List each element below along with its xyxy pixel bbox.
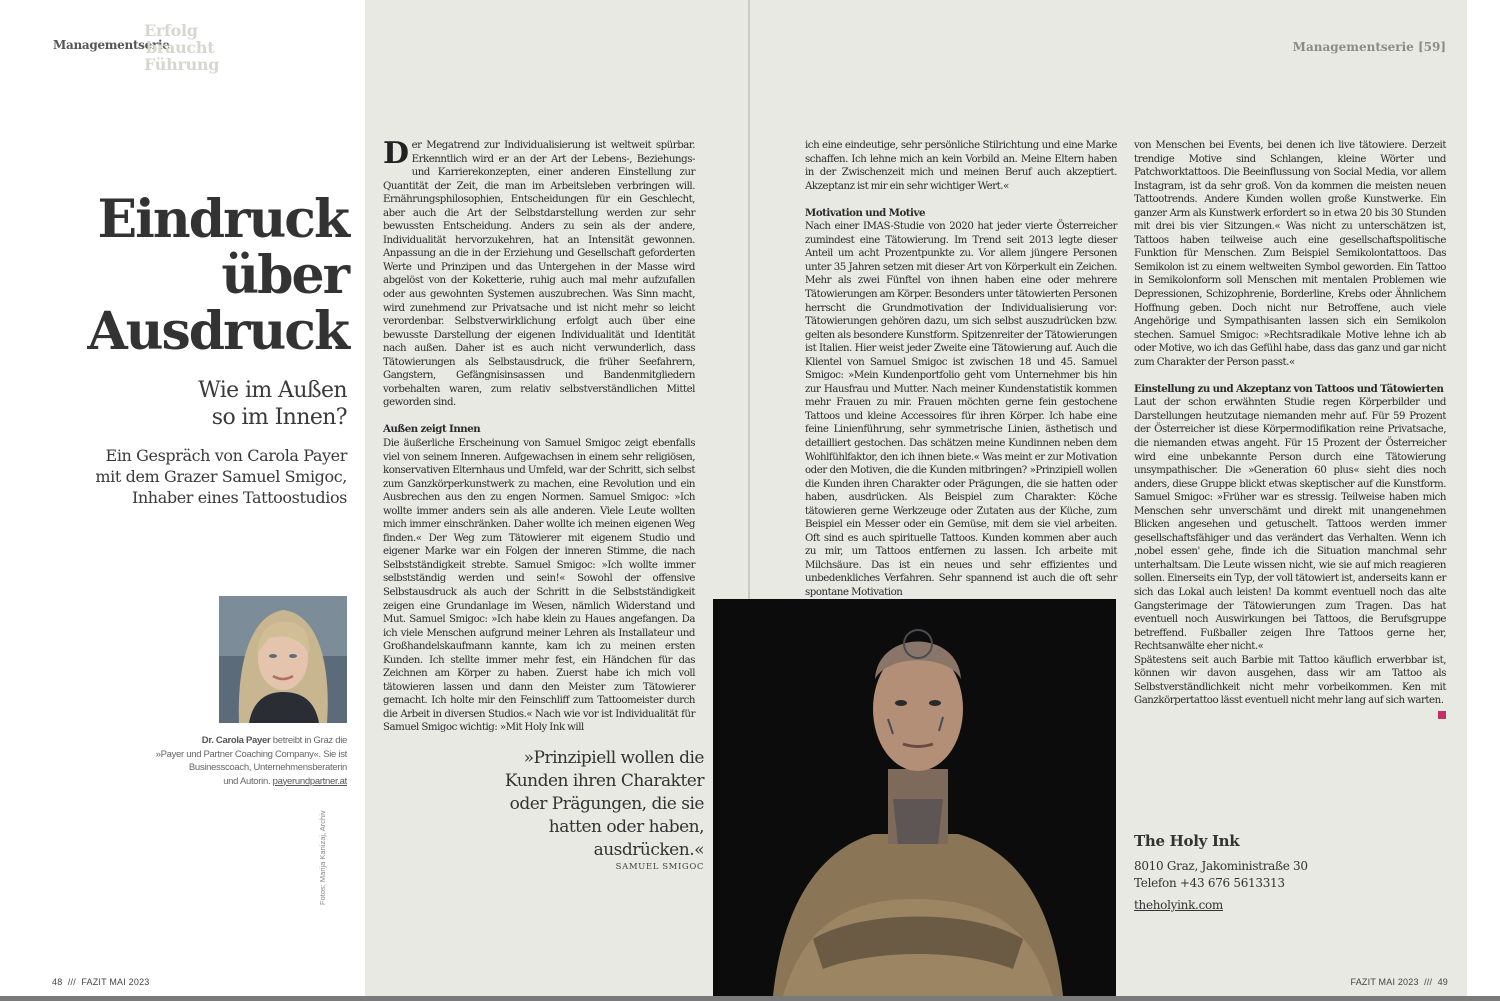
author-caption-text: und Autorin. (223, 775, 273, 787)
title-line: über (221, 245, 348, 306)
subtitle-line: Wie im Außen (198, 378, 347, 403)
drop-cap: D (383, 136, 409, 171)
pull-quote-line: »Prinzipiell wollen die (523, 748, 704, 768)
studio-info (1134, 832, 1308, 912)
pull-quote-attribution: SAMUEL SMIGOC (615, 862, 704, 872)
title-line: Ausdruck (87, 301, 348, 362)
footer-right: FAZIT MAI 2023 /// 49 (1350, 977, 1448, 987)
section-heading: Außen zeigt Innen (383, 423, 481, 436)
author-caption-text: »Payer und Partner Coaching Company«. Sie ist (155, 748, 347, 760)
end-mark-icon (1438, 711, 1446, 719)
pull-quote-line: ausdrücken.« (593, 840, 704, 860)
pull-quote (505, 747, 704, 862)
article-column-3 (1134, 139, 1446, 719)
article-intro (95, 445, 347, 508)
series-label-right: Managementserie [59] (1292, 40, 1446, 54)
article-title (87, 189, 348, 362)
article-paragraph: ich eine eindeutige, sehr persönliche Stilrichtung und eine Marke schaffen. Ich lehne mich an kein Vorbild an. Meine Eltern haben in der Zwischenzeit mich und meinen Beruf auch akzeptiert. Akzeptanz ist mir ein sehr wichtiger Wert.« (805, 140, 1117, 192)
author-photo (219, 596, 347, 723)
intro-line: mit dem Grazer Samuel Smigoc, (95, 467, 347, 486)
paragraph-text: Spätestens seit auch Barbie mit Tattoo käuflich erwerbbar ist, können wir davon ausgehen, dass wir am Tattoo als Selbstverständlichkeit nicht mehr vorbeikommen. Ken mit Ganzkörpertattoo lässt eventuell nicht mehr lang auf sich warten. (1134, 654, 1446, 707)
studio-phone: Telefon +43 676 5613313 (1134, 876, 1285, 890)
photo-credit: Fotos: Marija Kanizaj, Archiv (318, 810, 327, 905)
tattoo-artist-photo (713, 599, 1116, 996)
series-deco (144, 22, 219, 73)
title-line: Eindruck (97, 189, 348, 250)
pull-quote-line: Kunden ihren Charakter (504, 771, 704, 791)
section-heading: Motivation und Motive (805, 206, 925, 219)
pull-quote-line: hatten oder haben, (548, 817, 704, 837)
article-paragraph (1134, 654, 1446, 708)
article-subtitle (198, 377, 347, 431)
studio-website-link[interactable]: theholyink.com (1134, 898, 1223, 912)
article-paragraph: Laut der schon erwähnten Studie regen Körperbilder und Darstellungen heutzutage niemanden mehr auf. Für 59 Prozent der Österreicher ist diese Körpermodifikation reine Privatsache, die niemanden etwas angeht. Für 15 Prozent der Österreicher wird eine unbekannte Person durch eine Tätowierung unsympathischer. Die »Generation 60 plus« sieht dies noch anders, diese Gruppe blickt etwas skeptischer auf die Kunstform. Samuel Smigoc: »Früher war es stressig. Teilweise haben mich Menschen sehr unverschämt und direkt mit unangenehmen Blicken angesehen und getuschelt. Tattoos werden immer gesellschaftsfähiger und das verändert das Verhalten. Wenn ich ‚nobel essen' gehe, finde ich die Situation manchmal sehr unterhaltsam. Die Leute wissen nicht, wie sie auf mich reagieren sollen. Einerseits ein Typ, der voll tätowiert ist, anderseits kann er sich das Lokal auch leisten! Da kommt eventuell noch das alte Gangsterimage der Tätowierungen zum Tragen. Das hat eventuell noch Auswirkungen bei Tattoos, die Berufsgruppe betreffend. Fußballer zeigen Ihre Tattoos gerne her, Rechtsanwälte eher nicht.« (1134, 397, 1446, 653)
article-column-2 (805, 139, 1117, 600)
series-deco-line: braucht (146, 38, 215, 57)
studio-name: The Holy Ink (1134, 832, 1240, 850)
article-column-1 (383, 136, 695, 735)
article-paragraph: von Menschen bei Events, bei denen ich live tätowiere. Derzeit trendige Motive sind Schlangen, kleine Wörter und Patchworktattoos. Die Beeinflussung von Social Media, vor allem Instagram, ist da sehr groß. Von da kommen die meisten neuen Tattootrends. Andere Kunden wollen große Kunstwerke. Ein ganzer Arm als Kunstwerk erfordert so in etwa 20 bis 30 Stunden mit drei bis vier Sitzungen.« Was nicht zu unterschätzen ist, Tattoos haben teilweise auch eine gesellschaftspolitische Funktion für Menschen. Zum Beispiel Semikolontattoos. Das Semikolon ist zu einem weltweiten Symbol geworden. Ein Tattoo in Semikolonform soll Menschen mit mentalen Problemen wie Depressionen, Schizophrenie, Borderline, Krebs oder Ähnlichem Hoffnung geben. Doch nicht nur Betroffene, auch viele Angehörige und Sympathisanten lassen sich ein Semikolon stechen. Samuel Smigoc: »Rechtsradikale Motive lehne ich ab oder Motive, wo ich das Gefühl habe, dass das ganz und gar nicht zum Charakter der Person passt.« (1134, 140, 1446, 368)
intro-line: Inhaber eines Tattoostudios (131, 488, 347, 507)
pull-quote-line: oder Prägungen, die sie (509, 794, 704, 814)
right-margin-area (1467, 0, 1500, 996)
author-caption-text: betreibt in Graz die (270, 735, 347, 746)
section-heading: Einstellung zu und Akzeptanz von Tattoos und Tätowierten (1134, 382, 1444, 395)
author-caption (147, 734, 347, 788)
series-deco-line: Erfolg (144, 21, 198, 40)
paragraph-text: er Megatrend zur Individualisierung ist weltweit spürbar. Erkenntlich wird er an der Art der Lebens-, Beziehungs- und Karrierekonzepten, einer anderen Einstellung zur Quantität der Zeit, die man im Arbeitsleben verbringen will. Ernährungsphilosophien, Entscheidungen für ein Geschlecht, aber auch die Art der Selbstdarstellung werden zur sehr bewussten Entscheidung. Anders zu sein als der andere, Individualität hervorzukehren, hat an Intensität gewonnen. Anpassung an die in der Erziehung und Gesellschaft geforderten Werte und Prinzipen und das Untergehen in der Masse wird abgelöst von der Koketterie, ruhig auch mal mehr aufzufallen oder aus gewohnten Systemen auszubrechen. Was Sinn macht, wird zunehmend zur Privatsache und ist nicht mehr so leicht verordenbar. Selbstverwirklichung erfolgt auch über eine bewusste Darstellung der eigenen Individualität und Identität nach außen. Daher ist es auch nicht verwunderlich, dass Tätowierungen als Selbstausdruck, die früher Seefahrern, Gangstern, Gefängnisinsassen und Bandenmitgliedern vorbehalten waren, zum relativ selbstverständlichen Mittel geworden sind. (383, 140, 695, 409)
author-caption-text: Businesscoach, Unternehmensberaterin (188, 762, 347, 773)
article-paragraph (383, 136, 695, 410)
article-paragraph: Nach einer IMAS-Studie von 2020 hat jeder vierte Österreicher zumindest eine Tätowierung. Im Trend seit 2013 legte dieser Anteil um acht Prozentpunkte zu. Vor allem jüngere Personen unter 35 Jahren setzen mit dieser Art von Körperkult ein Zeichen. Mehr als zwei Fünftel von ihnen haben eine oder mehrere Tätowierungen am Körper. Besonders unter tätowierten Personen herrscht die Grundmotivation der Individualisierung vor: Tätowierungen gehören dazu, um sich selbst auszudrücken bzw. gelten als besondere Kunstform. Spitzenreiter der Tätowierungen ist Italien. Hier weist jeder Zweite eine Tätowierung auf. Auch die Klientel von Samuel Smigoc ist zwischen 18 und 45. Samuel Smigoc: »Mein Kundenportfolio geht vom Unternehmer bis hin zur Hausfrau und Mutter. Nach meiner Kundenstatistik kommen mehr Frauen zu mir. Frauen möchten gerne fein gestochene Tattoos und kleine Accessoires für ihren Körper. Ich habe eine feine Linienführung, sehr symmetrische Linien, ästhetisch und detailliert gestochen. Das schätzen meine Kundinnen neben dem Wohlfühlfaktor, den ich ihnen biete.« Was meint er zur Motivation oder den Motiven, die die Kunden mitbringen? »Prinzipiell wollen die Kunden ihren Charakter oder Prägungen, die sie hatten oder haben, ausdrücken. Als Beispiel zum Charakter: Köche tätowieren gerne Werkzeuge oder Zutaten aus der Küche, zum Beispiel ein Messer oder ein Gemüse, mit dem sie viel arbeiten. Oft sind es auch spirituelle Tattoos. Kunden kommen aber auch zu mir, um Tattoos entfernen zu lassen. Ich arbeite mit Milchsäure. Das ist ein neues und sehr effizientes und unbedenkliches Verfahren. Sehr spannend ist auch die oft sehr spontane Motivation (805, 221, 1117, 598)
author-name: Dr. Carola Payer (201, 735, 271, 746)
subtitle-line: so im Innen? (211, 405, 347, 430)
article-paragraph: Die äußerliche Erscheinung von Samuel Smigoc zeigt ebenfalls viel von seinem Inneren. Aufgewachsen in einem sehr religiösen, konservativen Elternhaus und Umfeld, war der Schritt, sich selbst zum Ganzkörperkunstwerk zu machen, eine Revolution und ein Ausbrechen aus den zu engen Normen. Samuel Smigoc: »Ich wollte immer anders sein als alle anderen. Viele Leute wollten mich immer einschränken. Daher wollte ich meinen eigenen Weg finden.« Der Weg zum Tätowierer mit eigenem Studio und eigener Marke war ein Folgen der inneren Stimme, die nach Selbstständigkeit strebte. Samuel Smigoc: »Ich wollte immer selbstständig werden und sein!« Sowohl der offensive Selbstausdruck als auch der Schritt in die Selbstständigkeit zeigen eine Grundanlage im Wesen, nämlich Widerstand und Mut. Samuel Smigoc: »Ich habe klein zu Haues angefangen. Da ich viele Menschen aufgrund meiner Lehren als Installateur und Großhandelskaufmann kannte, kam ich zu meinen ersten Kunden. Ich stellte immer mehr fest, ein Händchen für das Zeichnen am Körper zu haben. Zuerst habe ich mich voll tätowieren lassen und dann den Meister zum Tätowierer gemacht. Ich holte mir den Feinschliff zum Tattoomeister durch die Arbeit in diversen Studios.« Nach wie vor ist Individualität für Samuel Smigoc wichtig: »Mit Holy Ink will (383, 437, 695, 734)
intro-line: Ein Gespräch von Carola Payer (105, 446, 347, 465)
footer-left: 48 /// FAZIT MAI 2023 (52, 977, 150, 987)
studio-address: 8010 Graz, Jakoministraße 30 (1134, 859, 1308, 873)
author-website-link[interactable]: payerundpartner.at (272, 775, 347, 787)
series-label: Managementserie (53, 38, 170, 52)
series-deco-line: Führung (144, 55, 220, 74)
